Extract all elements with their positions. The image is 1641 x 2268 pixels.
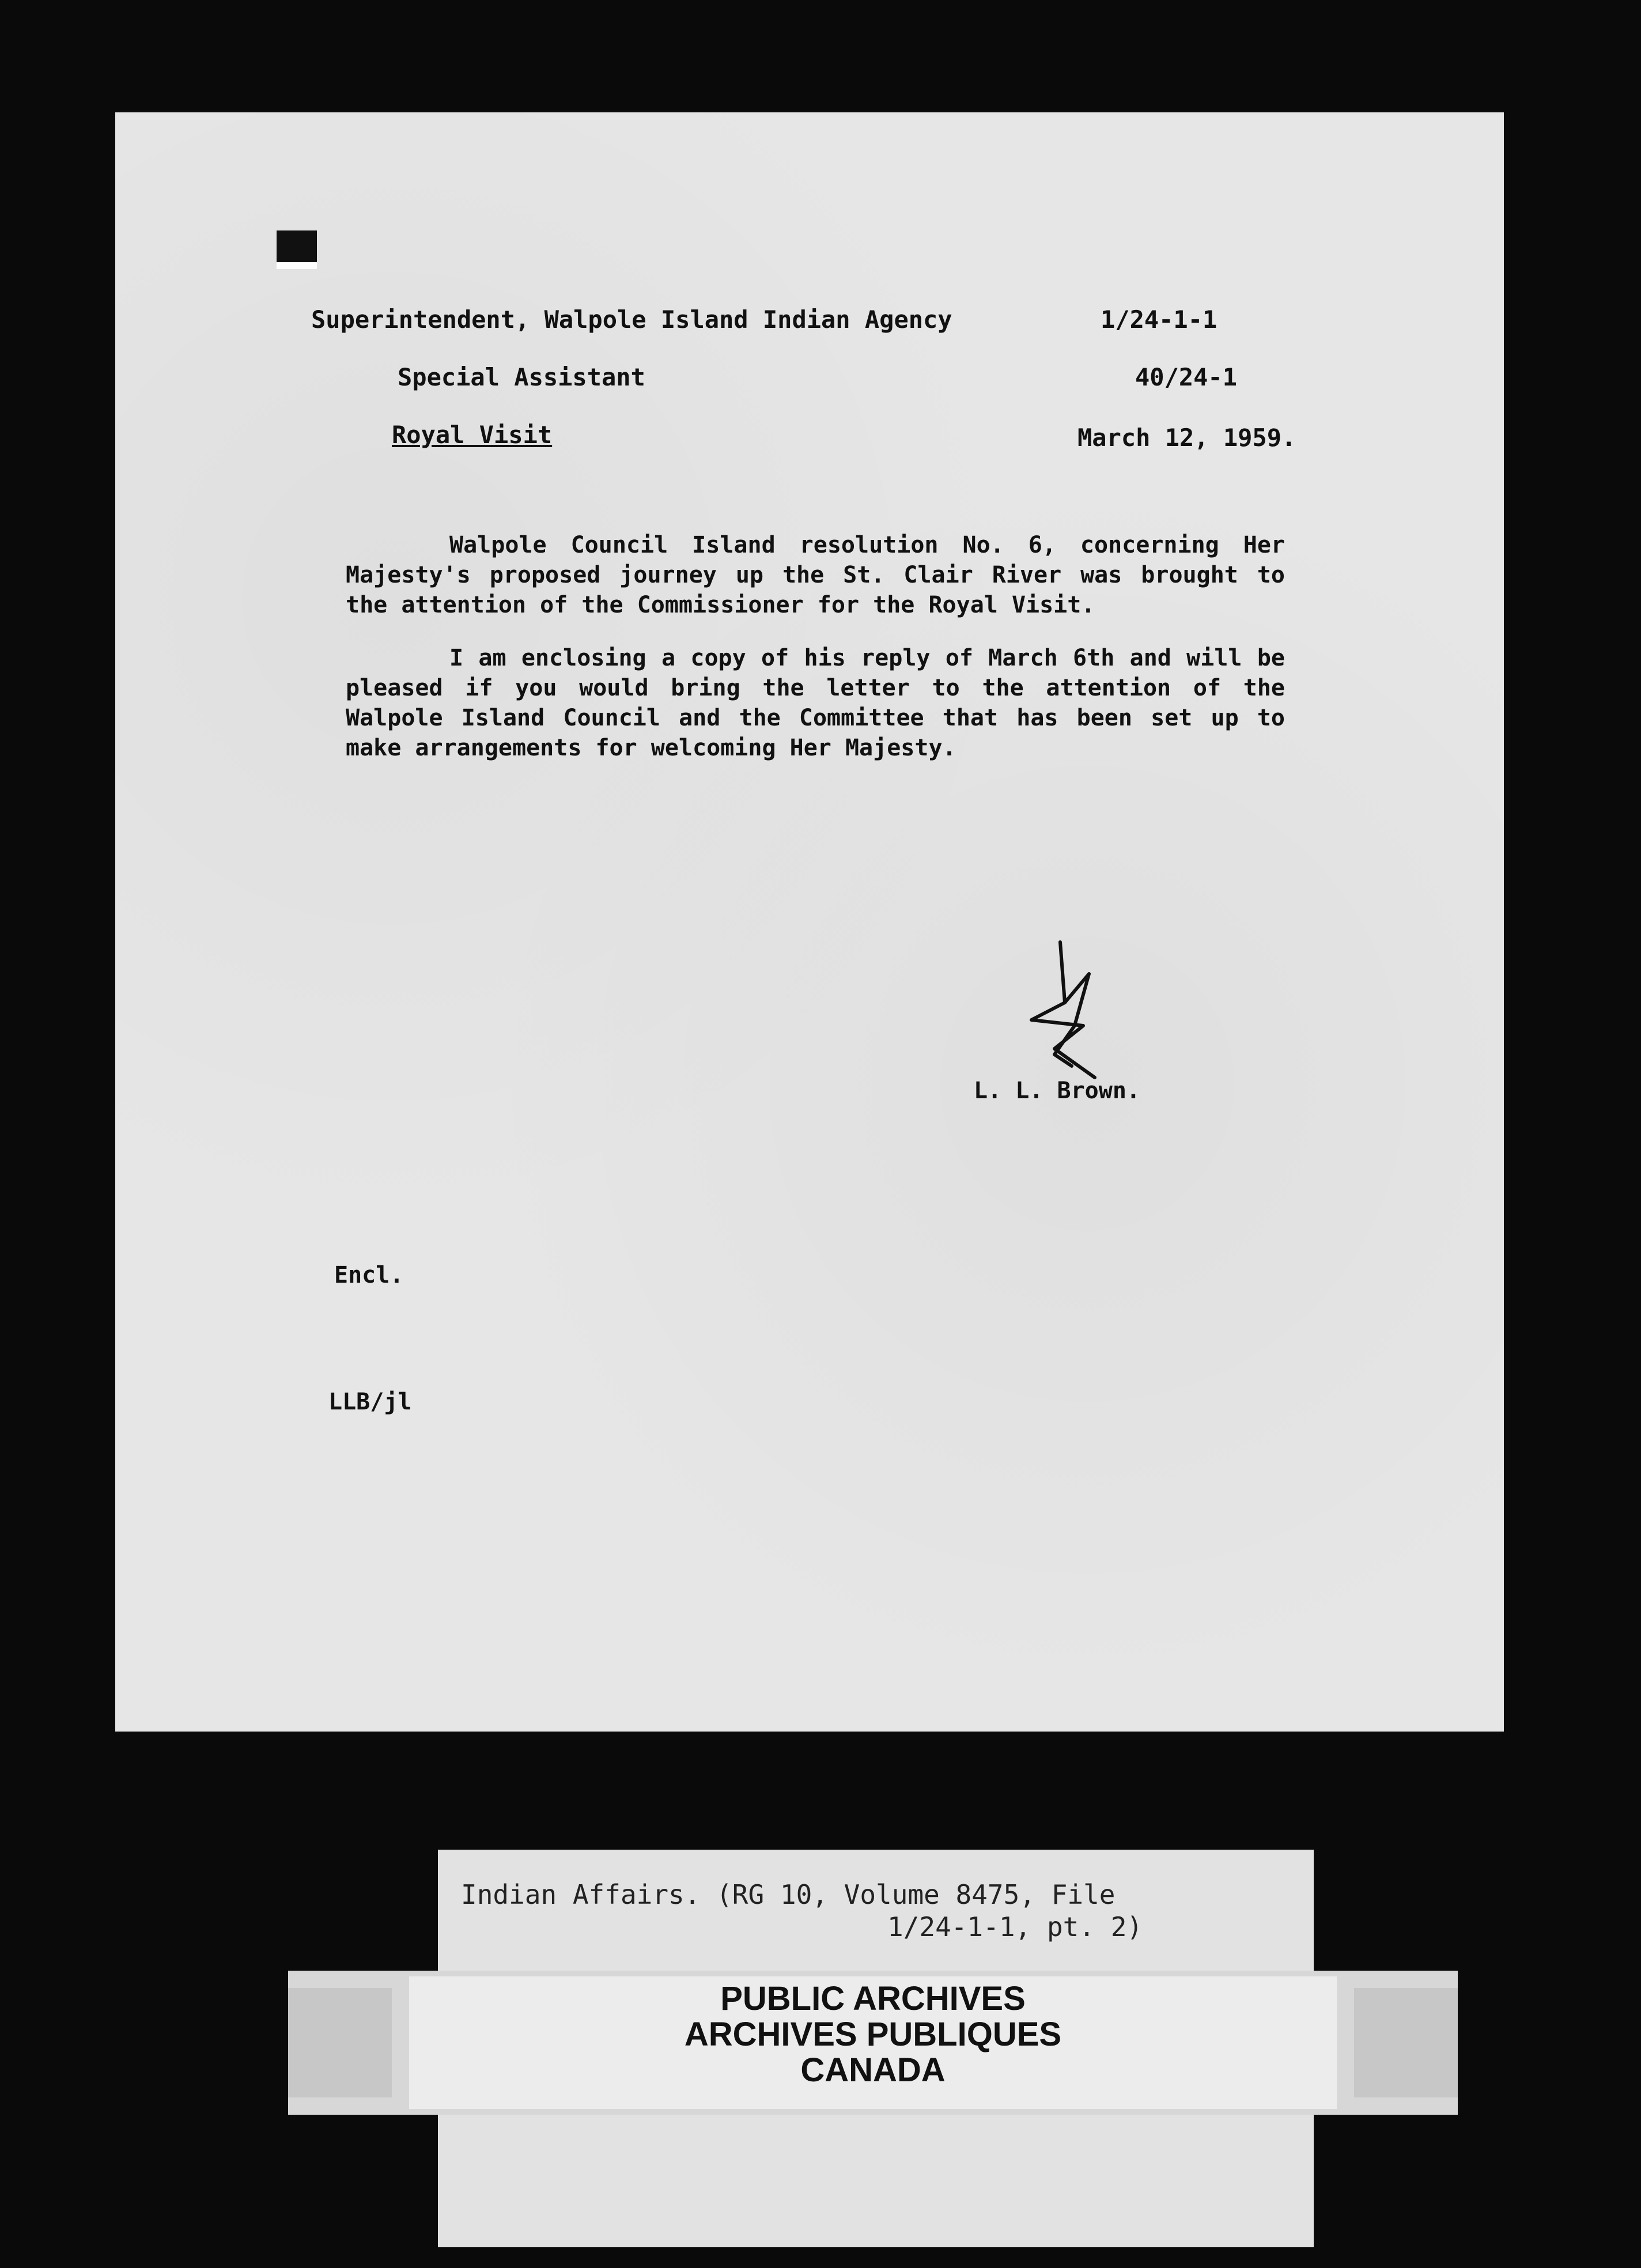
signer-name: L. L. Brown. — [974, 1078, 1140, 1104]
archives-stamp-text — [409, 1981, 1337, 2088]
archive-reference-line-1: Indian Affairs. (RG 10, Volume 8475, File — [461, 1879, 1116, 1910]
document-page — [115, 112, 1504, 1732]
recipient-file-ref: 1/24-1-1 — [1101, 305, 1217, 334]
letter-body — [346, 530, 1285, 786]
sender-file-ref: 40/24-1 — [1135, 363, 1238, 391]
sender-line: Special Assistant — [398, 363, 645, 391]
signature-icon — [1020, 939, 1118, 1083]
archives-stamp — [409, 1976, 1337, 2109]
enclosure-note: Encl. — [334, 1262, 404, 1288]
subject-line: Royal Visit — [392, 421, 553, 449]
body-paragraph-2: I am enclosing a copy of his reply of March 6th and will be pleased if you would bring the letter to the attention of the Walpole Island Council and the Committee that has been set up to make arrangements for welcoming Her Majesty. — [346, 645, 1285, 761]
band-end-left — [288, 1988, 392, 2097]
body-paragraph-1: Walpole Council Island resolution No. 6, concerning Her Majesty's proposed journey up the St. Clair River was brought to the attention of the Commissioner for the Royal Visit. — [346, 532, 1285, 618]
band-end-right — [1354, 1988, 1458, 2097]
letter-date: March 12, 1959. — [1077, 424, 1296, 452]
stamp-line-english: PUBLIC ARCHIVES — [720, 1980, 1026, 2017]
stamp-line-french: ARCHIVES PUBLIQUES — [684, 2016, 1062, 2053]
archive-reference-line-2: 1/24-1-1, pt. 2) — [887, 1911, 1143, 1942]
stamp-line-country: CANADA — [800, 2051, 946, 2089]
file-tab-mark — [277, 230, 317, 269]
typist-initials: LLB/jl — [328, 1389, 412, 1415]
archive-reference — [461, 1878, 1143, 1943]
recipient-line: Superintendent, Walpole Island Indian Agency — [311, 305, 952, 334]
archives-stamp-band — [288, 1971, 1458, 2115]
